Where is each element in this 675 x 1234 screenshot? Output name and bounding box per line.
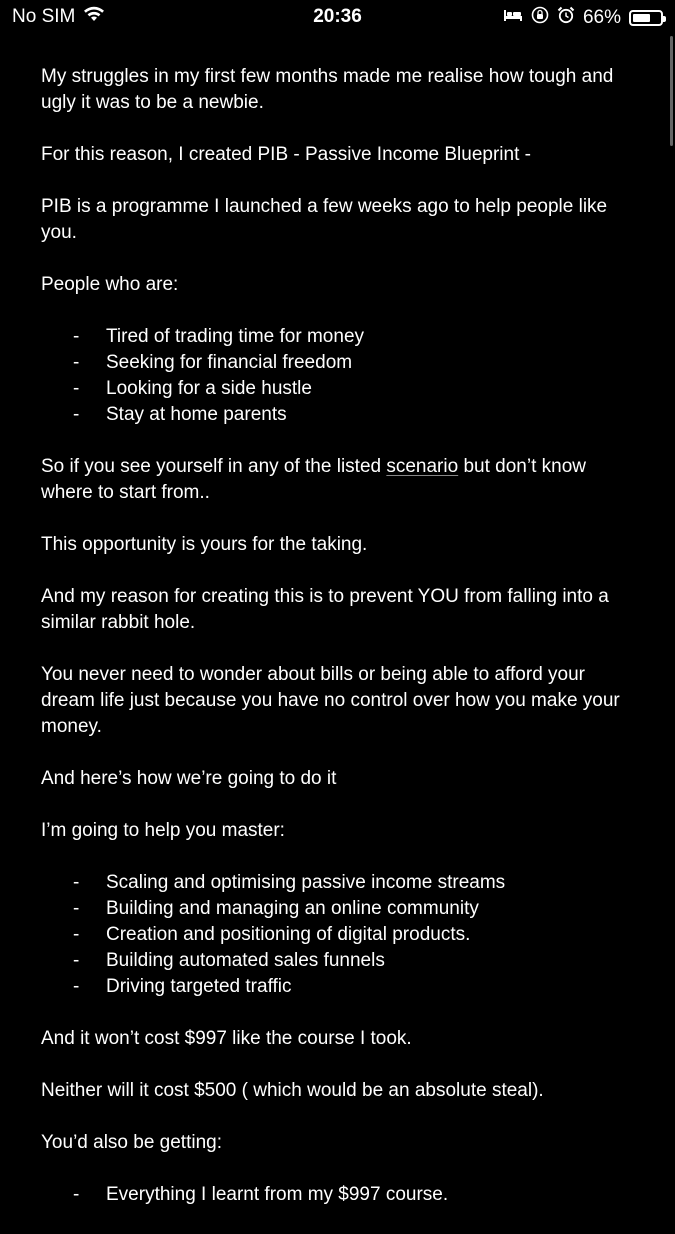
scroll-indicator[interactable] [670,36,673,146]
underlined-word[interactable]: scenario [386,456,459,477]
clock: 20:36 [313,6,362,27]
status-right [503,6,663,30]
skills-list [41,870,641,1000]
paragraph: For this reason, I created PIB - Passive Income Blueprint - [41,144,531,165]
list-dash: - [73,1184,80,1205]
message-body [41,64,641,1234]
list-item: - Creation and positioning of digital products. [41,922,641,948]
paragraph: And it won’t cost $997 like the course I took. [41,1028,412,1049]
list-item: - Looking for a side hustle [41,376,641,402]
paragraph: You never need to wonder about bills or being able to afford your dream life just because you have no control over how you make your money. [41,664,620,737]
list-item: - Stay at home parents [41,402,641,428]
paragraph: So if you see yourself in any of the listed scenario but don’t know where to start from.. [41,456,586,503]
carrier-label: No SIM [12,6,76,27]
paragraph: I’m going to help you master: [41,820,285,841]
list-dash: - [73,352,80,373]
paragraph: PIB is a programme I launched a few weeks ago to help people like you. [41,196,608,243]
list-item: - Scaling and optimising passive income streams [41,870,641,896]
list-item: - Tired of trading time for money [41,324,641,350]
paragraph: And my reason for creating this is to prevent YOU from falling into a similar rabbit hole. [41,586,609,633]
list-dash: - [73,404,80,425]
paragraph: Neither will it cost $500 ( which would be an absolute steal). [41,1080,544,1101]
list-item: - Seeking for financial freedom [41,350,641,376]
list-dash: - [73,976,80,997]
battery-icon [629,10,663,26]
status-bar [0,0,675,34]
list-item: - Driving targeted traffic [41,974,641,1000]
paragraph: People who are: [41,274,179,295]
list-dash: - [73,872,80,893]
list-item: - Building and managing an online community [41,896,641,922]
battery-percent: 66% [582,7,621,28]
paragraph: My struggles in my first few months made me realise how tough and ugly it was to be a newbie. [41,66,614,113]
list-dash: - [73,898,80,919]
paragraph: And here’s how we’re going to do it [41,768,337,789]
list-dash: - [73,326,80,347]
bed-icon [503,7,523,29]
paragraph: You’d also be getting: [41,1132,223,1153]
bonus-list [41,1182,641,1208]
list-item: - Everything I learnt from my $997 course. [41,1182,641,1208]
list-item: - Building automated sales funnels [41,948,641,974]
alarm-icon [557,6,575,30]
list-dash: - [73,378,80,399]
list-dash: - [73,950,80,971]
paragraph: This opportunity is yours for the taking. [41,534,368,555]
orientation-lock-icon [531,6,549,30]
audience-list [41,324,641,428]
list-dash: - [73,924,80,945]
battery-fill [633,14,650,22]
